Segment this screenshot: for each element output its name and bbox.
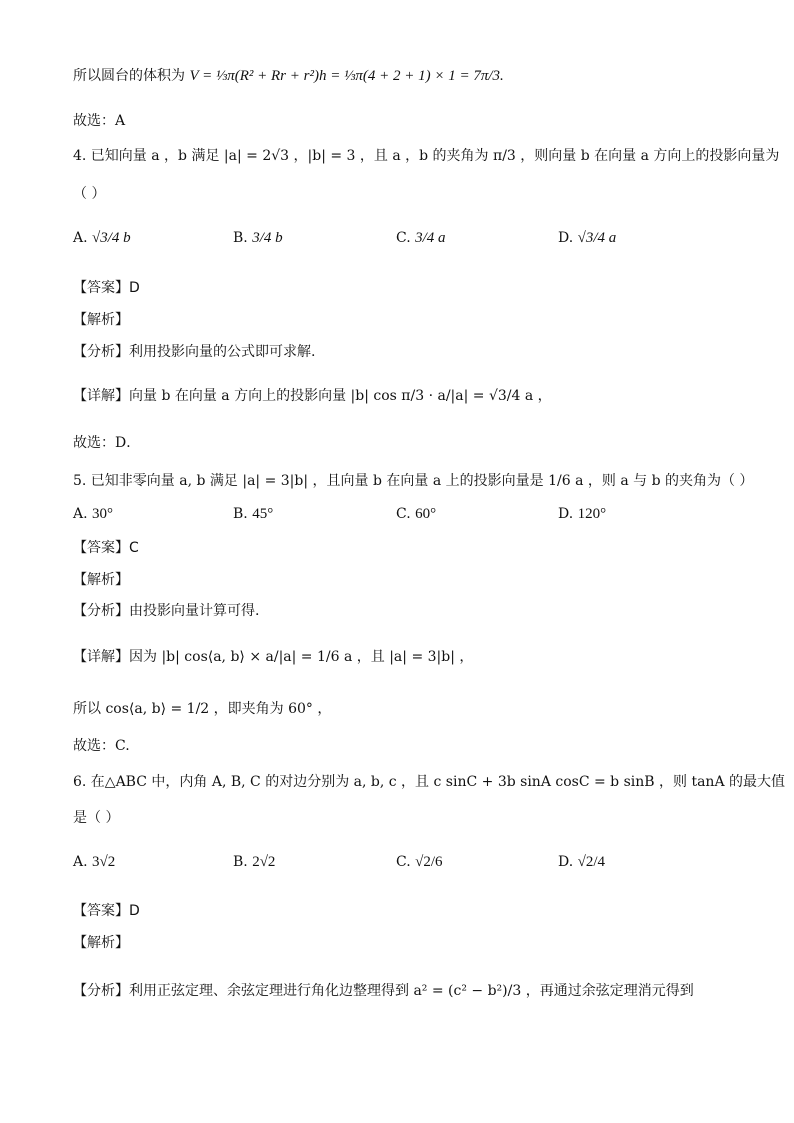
q5-option-b-value: 45° [252, 506, 274, 522]
q4-option-b-label: B. [233, 230, 248, 246]
q4-xiangjie: 【详解】向量 b 在向量 a 方向上的投影向量 |b| cos π/3 · a/|a| = √3/4 a ， [73, 388, 552, 404]
q4-option-a-value: √3/4 b [92, 230, 131, 246]
q6-option-b-label: B. [233, 854, 248, 870]
q5-option-d-value: 120° [577, 506, 607, 522]
q6-option-d [558, 854, 605, 871]
q6-stem: 6. 在△ABC 中，内角 A, B, C 的对边分别为 a, b, c ，且 c sinC + 3b sinA cosC = b sinB ，则 tanA 的最大值 [73, 774, 786, 790]
q4-option-c-value: 3/4 a [415, 230, 446, 246]
q6-jiexi: 【解析】 [73, 935, 129, 951]
q6-option-c [396, 854, 443, 871]
q5-option-c [396, 506, 436, 523]
q6-answer: 【答案】D [73, 903, 140, 919]
q5-option-d-label: D. [558, 506, 574, 522]
choice-line-prev: 故选：A [73, 113, 126, 129]
q6-option-d-label: D. [558, 854, 574, 870]
q5-option-a-label: A. [73, 506, 88, 522]
q4-option-c [396, 230, 446, 247]
q6-option-c-value: √2/6 [415, 854, 443, 870]
q6-option-b [233, 854, 275, 871]
q5-option-a [73, 506, 113, 523]
q5-fenxi: 【分析】由投影向量计算可得. [73, 603, 260, 619]
q6-option-d-value: √2/4 [577, 854, 606, 870]
q5-answer: 【答案】C [73, 540, 139, 556]
q5-stem: 5. 已知非零向量 a, b 满足 |a| = 3|b| ，且向量 b 在向量 a 上的投影向量是 1/6 a ，则 a 与 b 的夹角为（ ） [73, 473, 754, 489]
q4-option-c-label: C. [396, 230, 411, 246]
volume-line [73, 65, 504, 85]
q5-choice: 故选：C. [73, 738, 130, 754]
q4-option-d-value: √3/4 a [577, 230, 617, 246]
q5-option-c-value: 60° [415, 506, 437, 522]
q4-jiexi: 【解析】 [73, 312, 129, 328]
q5-option-c-label: C. [396, 506, 411, 522]
q4-option-a-label: A. [73, 230, 88, 246]
q4-fenxi: 【分析】利用投影向量的公式即可求解. [73, 344, 316, 360]
q5-jiexi: 【解析】 [73, 572, 129, 588]
volume-formula: V = ⅓π(R² + Rr + r²)h = ⅓π(4 + 2 + 1) × 1 = 7π/3. [189, 68, 504, 84]
q5-option-d [558, 506, 606, 523]
q5-suoyi: 所以 cos⟨a, b⟩ = 1/2 ，即夹角为 60° ， [73, 701, 332, 717]
q4-paren: （ ） [73, 186, 106, 202]
q4-stem: 4. 已知向量 a ，b 满足 |a| = 2√3 ，|b| = 3 ，且 a ，b 的夹角为 π/3 ，则向量 b 在向量 a 方向上的投影向量为 [73, 148, 780, 164]
q4-option-b [233, 230, 283, 247]
q4-option-b-value: 3/4 b [252, 230, 283, 246]
q6-option-b-value: 2√2 [252, 854, 276, 870]
q6-option-a [73, 854, 115, 871]
q6-option-a-label: A. [73, 854, 88, 870]
q6-option-c-label: C. [396, 854, 411, 870]
q4-option-d [558, 230, 616, 247]
q5-option-b-label: B. [233, 506, 248, 522]
q4-option-d-label: D. [558, 230, 574, 246]
q4-option-a [73, 230, 131, 247]
q5-option-a-value: 30° [92, 506, 114, 522]
q4-choice: 故选：D． [73, 435, 141, 451]
q6-stem-cont: 是（ ） [73, 810, 120, 826]
q6-option-a-value: 3√2 [92, 854, 116, 870]
q5-option-b [233, 506, 273, 523]
q6-fenxi: 【分析】利用正弦定理、余弦定理进行角化边整理得到 a² = (c² − b²)/3 ，再通过余弦定理消元得到 [73, 983, 694, 999]
volume-line-text: 所以圆台的体积为 [73, 68, 185, 84]
q5-xiangjie: 【详解】因为 |b| cos⟨a, b⟩ × a/|a| = 1/6 a ，且 |a| = 3|b| ， [73, 649, 474, 665]
q4-answer: 【答案】D [73, 280, 140, 296]
